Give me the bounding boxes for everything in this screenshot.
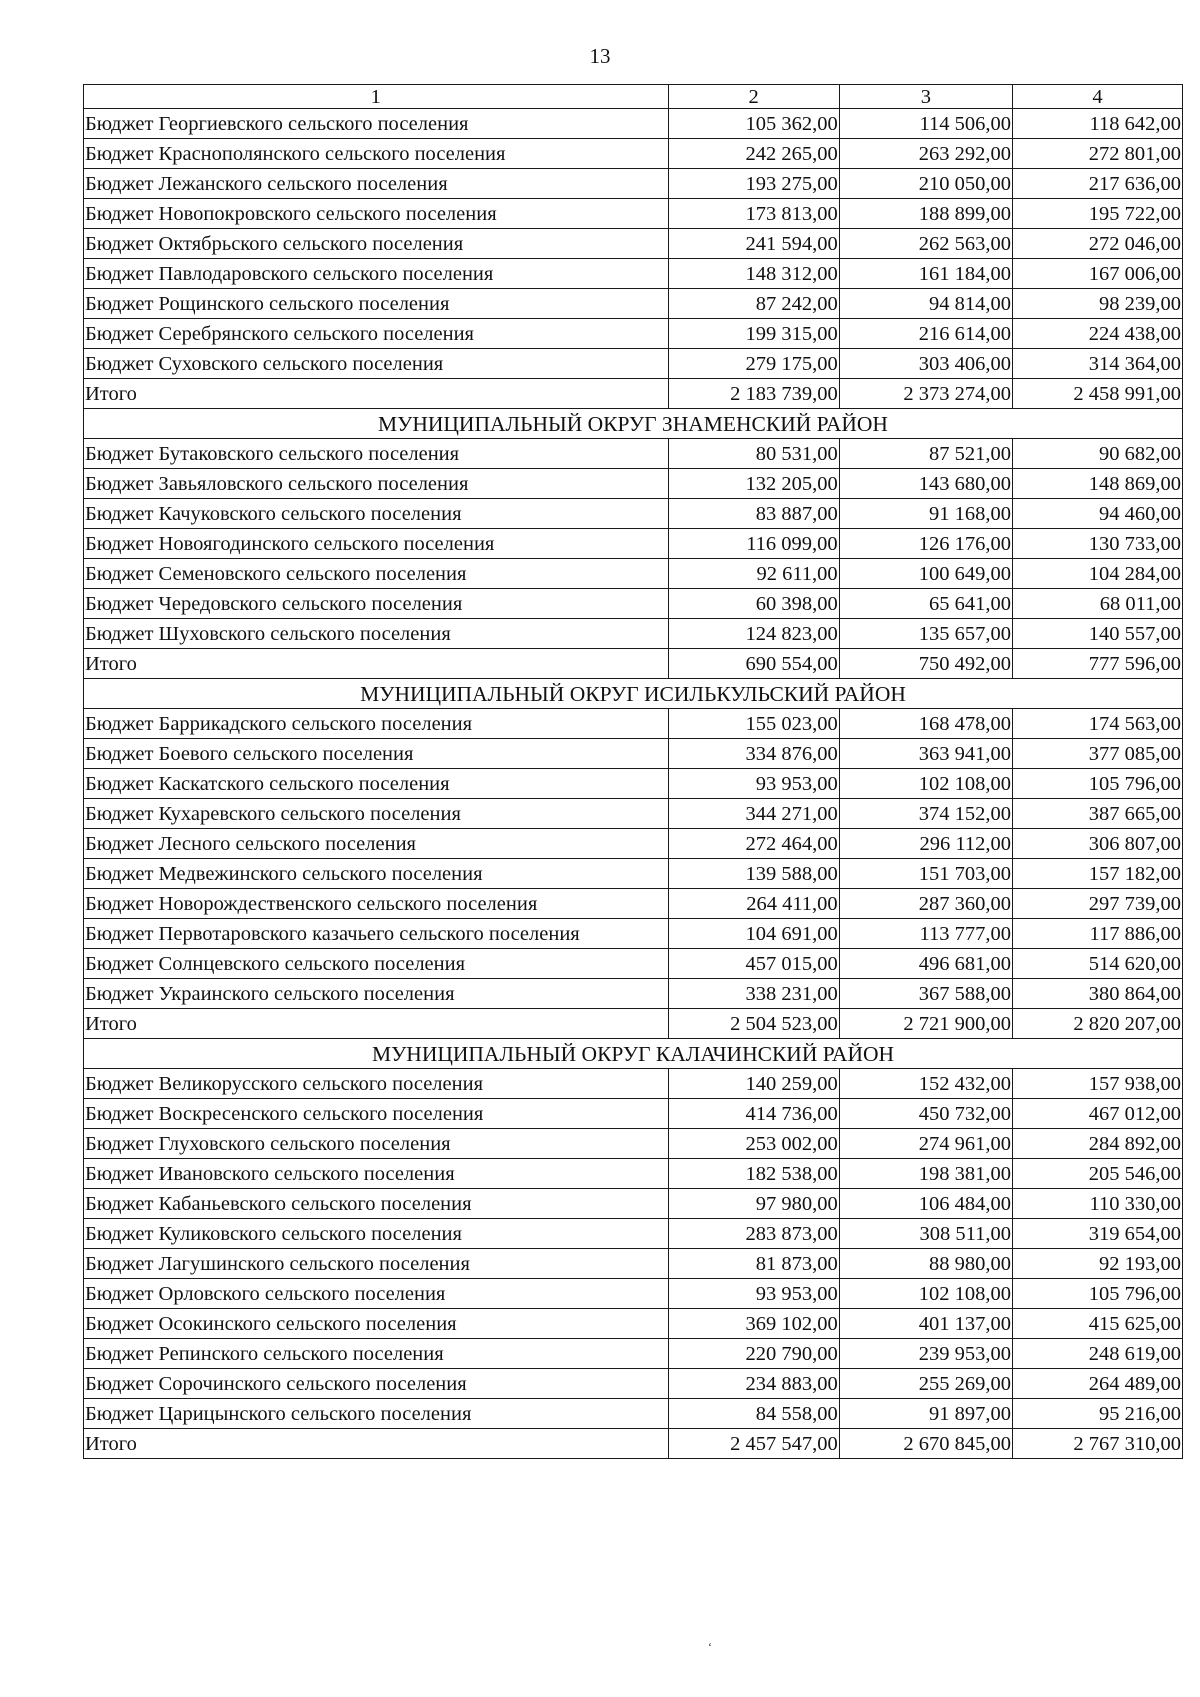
column-header-2: 2 — [668, 85, 839, 109]
budget-table — [83, 84, 1183, 1459]
total-row — [84, 649, 1183, 679]
value-column-3: 135 657,00 — [839, 619, 1012, 649]
value-column-3: 151 703,00 — [839, 859, 1012, 889]
value-column-3: 94 814,00 — [839, 289, 1012, 319]
value-column-3: 113 777,00 — [839, 919, 1012, 949]
value-column-2: 272 464,00 — [668, 829, 839, 859]
settlement-name: Бюджет Кабаньевского сельского поселения — [84, 1189, 669, 1219]
value-column-4: 248 619,00 — [1012, 1339, 1182, 1369]
section-title: МУНИЦИПАЛЬНЫЙ ОКРУГ ИСИЛЬКУЛЬСКИЙ РАЙОН — [84, 679, 1183, 709]
value-column-2: 2 457 547,00 — [668, 1429, 839, 1459]
value-column-4: 467 012,00 — [1012, 1099, 1182, 1129]
value-column-4: 148 869,00 — [1012, 469, 1182, 499]
value-column-4: 157 182,00 — [1012, 859, 1182, 889]
value-column-2: 116 099,00 — [668, 529, 839, 559]
column-header-3: 3 — [839, 85, 1012, 109]
table-row — [84, 769, 1183, 799]
table-row — [84, 259, 1183, 289]
table-row — [84, 469, 1183, 499]
value-column-2: 334 876,00 — [668, 739, 839, 769]
table-row — [84, 949, 1183, 979]
value-column-4: 224 438,00 — [1012, 319, 1182, 349]
total-row — [84, 379, 1183, 409]
value-column-4: 105 796,00 — [1012, 769, 1182, 799]
settlement-name: Бюджет Великорусского сельского поселения — [84, 1069, 669, 1099]
value-column-4: 195 722,00 — [1012, 199, 1182, 229]
value-column-2: 199 315,00 — [668, 319, 839, 349]
settlement-name: Бюджет Суховского сельского поселения — [84, 349, 669, 379]
value-column-2: 155 023,00 — [668, 709, 839, 739]
scan-mark: ʻ — [708, 1640, 712, 1654]
section-title: МУНИЦИПАЛЬНЫЙ ОКРУГ КАЛАЧИНСКИЙ РАЙОН — [84, 1039, 1183, 1069]
value-column-2: 2 504 523,00 — [668, 1009, 839, 1039]
total-row — [84, 1009, 1183, 1039]
value-column-3: 88 980,00 — [839, 1249, 1012, 1279]
value-column-2: 283 873,00 — [668, 1219, 839, 1249]
value-column-4: 297 739,00 — [1012, 889, 1182, 919]
table-row — [84, 319, 1183, 349]
value-column-3: 496 681,00 — [839, 949, 1012, 979]
table-row — [84, 1249, 1183, 1279]
value-column-3: 91 168,00 — [839, 499, 1012, 529]
value-column-4: 777 596,00 — [1012, 649, 1182, 679]
value-column-3: 2 670 845,00 — [839, 1429, 1012, 1459]
table-row — [84, 1279, 1183, 1309]
value-column-2: 414 736,00 — [668, 1099, 839, 1129]
page-number: 13 — [589, 44, 611, 68]
table-row — [84, 1129, 1183, 1159]
value-column-3: 450 732,00 — [839, 1099, 1012, 1129]
value-column-4: 2 820 207,00 — [1012, 1009, 1182, 1039]
value-column-2: 60 398,00 — [668, 589, 839, 619]
total-label: Итого — [84, 1009, 669, 1039]
value-column-3: 102 108,00 — [839, 1279, 1012, 1309]
value-column-3: 303 406,00 — [839, 349, 1012, 379]
settlement-name: Бюджет Павлодаровского сельского поселения — [84, 259, 669, 289]
value-column-4: 140 557,00 — [1012, 619, 1182, 649]
value-column-3: 216 614,00 — [839, 319, 1012, 349]
value-column-2: 92 611,00 — [668, 559, 839, 589]
value-column-2: 105 362,00 — [668, 109, 839, 139]
table-row — [84, 1159, 1183, 1189]
settlement-name: Бюджет Лесного сельского поселения — [84, 829, 669, 859]
table-row — [84, 739, 1183, 769]
table-row — [84, 619, 1183, 649]
value-column-4: 92 193,00 — [1012, 1249, 1182, 1279]
value-column-4: 68 011,00 — [1012, 589, 1182, 619]
value-column-2: 241 594,00 — [668, 229, 839, 259]
value-column-4: 306 807,00 — [1012, 829, 1182, 859]
total-label: Итого — [84, 1429, 669, 1459]
value-column-3: 308 511,00 — [839, 1219, 1012, 1249]
table-row — [84, 1069, 1183, 1099]
value-column-3: 198 381,00 — [839, 1159, 1012, 1189]
table-row — [84, 979, 1183, 1009]
settlement-name: Бюджет Новорождественского сельского поселения — [84, 889, 669, 919]
value-column-4: 217 636,00 — [1012, 169, 1182, 199]
value-column-2: 193 275,00 — [668, 169, 839, 199]
table-row — [84, 229, 1183, 259]
table-row — [84, 1369, 1183, 1399]
value-column-2: 369 102,00 — [668, 1309, 839, 1339]
value-column-4: 110 330,00 — [1012, 1189, 1182, 1219]
value-column-3: 143 680,00 — [839, 469, 1012, 499]
settlement-name: Бюджет Украинского сельского поселения — [84, 979, 669, 1009]
value-column-2: 2 183 739,00 — [668, 379, 839, 409]
value-column-3: 262 563,00 — [839, 229, 1012, 259]
value-column-4: 130 733,00 — [1012, 529, 1182, 559]
value-column-4: 380 864,00 — [1012, 979, 1182, 1009]
settlement-name: Бюджет Глуховского сельского поселения — [84, 1129, 669, 1159]
total-label: Итого — [84, 649, 669, 679]
settlement-name: Бюджет Репинского сельского поселения — [84, 1339, 669, 1369]
value-column-4: 167 006,00 — [1012, 259, 1182, 289]
table-row — [84, 1399, 1183, 1429]
settlement-name: Бюджет Чередовского сельского поселения — [84, 589, 669, 619]
settlement-name: Бюджет Воскресенского сельского поселения — [84, 1099, 669, 1129]
value-column-3: 87 521,00 — [839, 439, 1012, 469]
value-column-4: 105 796,00 — [1012, 1279, 1182, 1309]
value-column-2: 132 205,00 — [668, 469, 839, 499]
settlement-name: Бюджет Завьяловского сельского поселения — [84, 469, 669, 499]
value-column-2: 264 411,00 — [668, 889, 839, 919]
value-column-3: 2 373 274,00 — [839, 379, 1012, 409]
table-row — [84, 859, 1183, 889]
value-column-2: 182 538,00 — [668, 1159, 839, 1189]
column-header-1: 1 — [84, 85, 669, 109]
table-row — [84, 289, 1183, 319]
value-column-3: 106 484,00 — [839, 1189, 1012, 1219]
settlement-name: Бюджет Царицынского сельского поселения — [84, 1399, 669, 1429]
table-row — [84, 199, 1183, 229]
table-row — [84, 169, 1183, 199]
settlement-name: Бюджет Медвежинского сельского поселения — [84, 859, 669, 889]
value-column-3: 65 641,00 — [839, 589, 1012, 619]
table-row — [84, 1099, 1183, 1129]
table-row — [84, 499, 1183, 529]
table-row — [84, 919, 1183, 949]
total-row — [84, 1429, 1183, 1459]
table-row — [84, 1189, 1183, 1219]
value-column-3: 255 269,00 — [839, 1369, 1012, 1399]
settlement-name: Бюджет Первотаровского казачьего сельского поселения — [84, 919, 669, 949]
value-column-4: 415 625,00 — [1012, 1309, 1182, 1339]
total-label: Итого — [84, 379, 669, 409]
value-column-3: 168 478,00 — [839, 709, 1012, 739]
value-column-4: 272 046,00 — [1012, 229, 1182, 259]
value-column-4: 314 364,00 — [1012, 349, 1182, 379]
value-column-2: 148 312,00 — [668, 259, 839, 289]
value-column-4: 94 460,00 — [1012, 499, 1182, 529]
settlement-name: Бюджет Солнцевского сельского поселения — [84, 949, 669, 979]
value-column-4: 117 886,00 — [1012, 919, 1182, 949]
value-column-3: 114 506,00 — [839, 109, 1012, 139]
value-column-2: 279 175,00 — [668, 349, 839, 379]
value-column-3: 91 897,00 — [839, 1399, 1012, 1429]
value-column-2: 87 242,00 — [668, 289, 839, 319]
value-column-3: 126 176,00 — [839, 529, 1012, 559]
value-column-3: 263 292,00 — [839, 139, 1012, 169]
settlement-name: Бюджет Лагушинского сельского поселения — [84, 1249, 669, 1279]
settlement-name: Бюджет Рощинского сельского поселения — [84, 289, 669, 319]
value-column-2: 234 883,00 — [668, 1369, 839, 1399]
value-column-3: 367 588,00 — [839, 979, 1012, 1009]
value-column-4: 174 563,00 — [1012, 709, 1182, 739]
settlement-name: Бюджет Серебрянского сельского поселения — [84, 319, 669, 349]
value-column-3: 102 108,00 — [839, 769, 1012, 799]
value-column-3: 100 649,00 — [839, 559, 1012, 589]
settlement-name: Бюджет Баррикадского сельского поселения — [84, 709, 669, 739]
value-column-2: 81 873,00 — [668, 1249, 839, 1279]
settlement-name: Бюджет Георгиевского сельского поселения — [84, 109, 669, 139]
value-column-3: 750 492,00 — [839, 649, 1012, 679]
table-row — [84, 1339, 1183, 1369]
value-column-3: 274 961,00 — [839, 1129, 1012, 1159]
value-column-4: 387 665,00 — [1012, 799, 1182, 829]
settlement-name: Бюджет Сорочинского сельского поселения — [84, 1369, 669, 1399]
value-column-2: 253 002,00 — [668, 1129, 839, 1159]
column-header-4: 4 — [1012, 85, 1182, 109]
settlement-name: Бюджет Ивановского сельского поселения — [84, 1159, 669, 1189]
settlement-name: Бюджет Кухаревского сельского поселения — [84, 799, 669, 829]
settlement-name: Бюджет Семеновского сельского поселения — [84, 559, 669, 589]
value-column-2: 139 588,00 — [668, 859, 839, 889]
value-column-4: 2 458 991,00 — [1012, 379, 1182, 409]
header-row — [84, 85, 1183, 109]
value-column-2: 338 231,00 — [668, 979, 839, 1009]
value-column-4: 157 938,00 — [1012, 1069, 1182, 1099]
value-column-2: 220 790,00 — [668, 1339, 839, 1369]
value-column-4: 319 654,00 — [1012, 1219, 1182, 1249]
value-column-2: 173 813,00 — [668, 199, 839, 229]
settlement-name: Бюджет Новоягодинского сельского поселения — [84, 529, 669, 559]
table-row — [84, 529, 1183, 559]
table-row — [84, 1219, 1183, 1249]
section-header-row — [84, 409, 1183, 439]
value-column-2: 457 015,00 — [668, 949, 839, 979]
table-body — [84, 109, 1183, 1459]
settlement-name: Бюджет Каскатского сельского поселения — [84, 769, 669, 799]
value-column-3: 161 184,00 — [839, 259, 1012, 289]
value-column-3: 296 112,00 — [839, 829, 1012, 859]
value-column-2: 124 823,00 — [668, 619, 839, 649]
value-column-4: 205 546,00 — [1012, 1159, 1182, 1189]
value-column-3: 152 432,00 — [839, 1069, 1012, 1099]
value-column-2: 93 953,00 — [668, 769, 839, 799]
settlement-name: Бюджет Бутаковского сельского поселения — [84, 439, 669, 469]
table-row — [84, 439, 1183, 469]
value-column-2: 83 887,00 — [668, 499, 839, 529]
table-row — [84, 829, 1183, 859]
value-column-4: 118 642,00 — [1012, 109, 1182, 139]
value-column-4: 284 892,00 — [1012, 1129, 1182, 1159]
settlement-name: Бюджет Новопокровского сельского поселения — [84, 199, 669, 229]
table-row — [84, 349, 1183, 379]
value-column-3: 287 360,00 — [839, 889, 1012, 919]
value-column-3: 239 953,00 — [839, 1339, 1012, 1369]
value-column-4: 377 085,00 — [1012, 739, 1182, 769]
table-row — [84, 589, 1183, 619]
value-column-4: 514 620,00 — [1012, 949, 1182, 979]
value-column-3: 374 152,00 — [839, 799, 1012, 829]
value-column-4: 95 216,00 — [1012, 1399, 1182, 1429]
table-row — [84, 709, 1183, 739]
value-column-4: 98 239,00 — [1012, 289, 1182, 319]
value-column-4: 104 284,00 — [1012, 559, 1182, 589]
section-header-row — [84, 1039, 1183, 1069]
value-column-2: 97 980,00 — [668, 1189, 839, 1219]
value-column-3: 188 899,00 — [839, 199, 1012, 229]
table-row — [84, 1309, 1183, 1339]
value-column-3: 363 941,00 — [839, 739, 1012, 769]
value-column-2: 140 259,00 — [668, 1069, 839, 1099]
value-column-2: 690 554,00 — [668, 649, 839, 679]
value-column-4: 90 682,00 — [1012, 439, 1182, 469]
settlement-name: Бюджет Лежанского сельского поселения — [84, 169, 669, 199]
settlement-name: Бюджет Краснополянского сельского поселения — [84, 139, 669, 169]
settlement-name: Бюджет Октябрьского сельского поселения — [84, 229, 669, 259]
value-column-2: 93 953,00 — [668, 1279, 839, 1309]
table-row — [84, 889, 1183, 919]
value-column-2: 80 531,00 — [668, 439, 839, 469]
value-column-4: 2 767 310,00 — [1012, 1429, 1182, 1459]
settlement-name: Бюджет Орловского сельского поселения — [84, 1279, 669, 1309]
value-column-2: 344 271,00 — [668, 799, 839, 829]
section-title: МУНИЦИПАЛЬНЫЙ ОКРУГ ЗНАМЕНСКИЙ РАЙОН — [84, 409, 1183, 439]
settlement-name: Бюджет Шуховского сельского поселения — [84, 619, 669, 649]
value-column-3: 210 050,00 — [839, 169, 1012, 199]
table-row — [84, 799, 1183, 829]
value-column-4: 272 801,00 — [1012, 139, 1182, 169]
table-row — [84, 559, 1183, 589]
settlement-name: Бюджет Осокинского сельского поселения — [84, 1309, 669, 1339]
table-row — [84, 109, 1183, 139]
settlement-name: Бюджет Качуковского сельского поселения — [84, 499, 669, 529]
table-row — [84, 139, 1183, 169]
settlement-name: Бюджет Куликовского сельского поселения — [84, 1219, 669, 1249]
section-header-row — [84, 679, 1183, 709]
settlement-name: Бюджет Боевого сельского поселения — [84, 739, 669, 769]
value-column-2: 104 691,00 — [668, 919, 839, 949]
value-column-3: 401 137,00 — [839, 1309, 1012, 1339]
value-column-2: 242 265,00 — [668, 139, 839, 169]
value-column-3: 2 721 900,00 — [839, 1009, 1012, 1039]
value-column-2: 84 558,00 — [668, 1399, 839, 1429]
value-column-4: 264 489,00 — [1012, 1369, 1182, 1399]
